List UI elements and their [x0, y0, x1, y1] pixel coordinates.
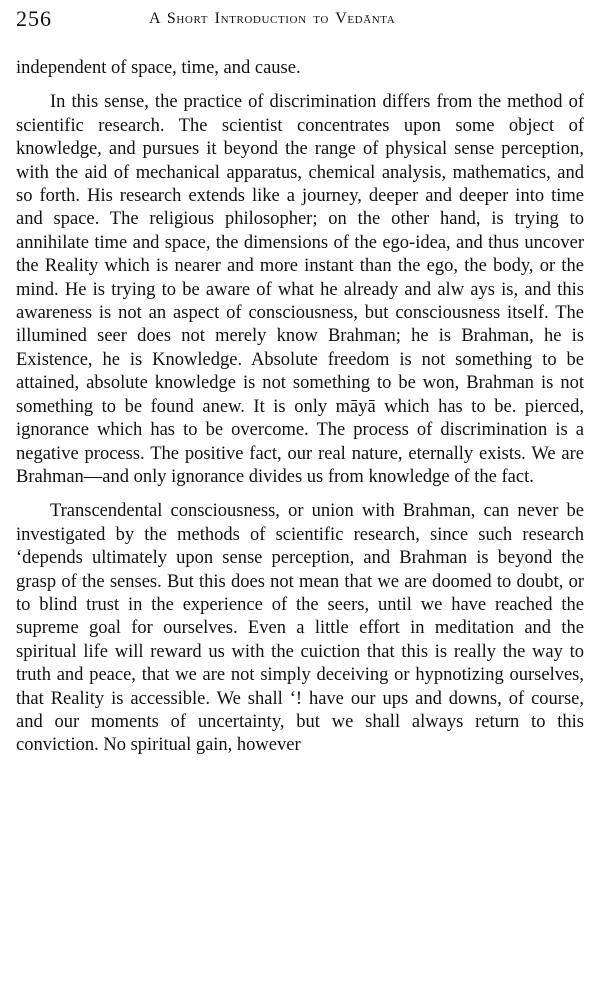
running-head	[16, 6, 586, 36]
paragraph-discrimination: In this sense, the practice of discrimination differs from the method of scientific research. The scientist concentrates upon some object of knowledge, and pursues it beyond the range of physical sense perception, with the aid of mechanical apparatus, chemical analysis, mathematics, and so forth. His research extends like a journey, deeper and deeper into time and space. The religious philosopher; on the other hand, is trying to annihilate time and space, the dimensions of the ego-idea, and thus uncover the Reality which is nearer and more instant than the ego, the body, or the mind. He is trying to be aware of what he already and alw ays is, and this awareness is not an aspect of consciousness, but consciousness itself. The illumined seer does not merely know Brahman; he is Brahman, he is Existence, he is Knowledge. Absolute freedom is not something to be attained, absolute knowledge is not something to be won, Brahman is not something to be found anew. It is only māyā which has to be. pierced, ignorance which has to be overcome. The process of discrimination is a negative process. The positive fact, our real nature, eternally exists. We are Brahman—and only ignorance divides us from knowledge of the fact.	[16, 92, 584, 487]
paragraph-continuation: independent of space, time, and cause.	[16, 58, 301, 78]
running-title: A Short Introduction to Vedānta	[149, 10, 396, 27]
body-text	[16, 57, 584, 758]
paragraph-transcendental-consciousness: Transcendental consciousness, or union with Brahman, can never be investigated by the methods of scientific research, since such research ‘depends ultimately upon sense perception, and Brahman is beyond the grasp of the senses. But this does not mean that we are doomed to doubt, or to blind trust in the experience of the seers, until we have reached the supreme goal for ourselves. Even a little effort in meditation and the spiritual life will reward us with the cuiction that this is really the way to truth and peace, that we are not simply deceiving or hypnotizing ourselves, that Reality is accessible. We shall ‘! have our ups and downs, of course, and our moments of uncertainty, but we shall always return to this conviction. No spiritual gain, however	[16, 501, 584, 756]
page-number: 256	[16, 6, 52, 31]
